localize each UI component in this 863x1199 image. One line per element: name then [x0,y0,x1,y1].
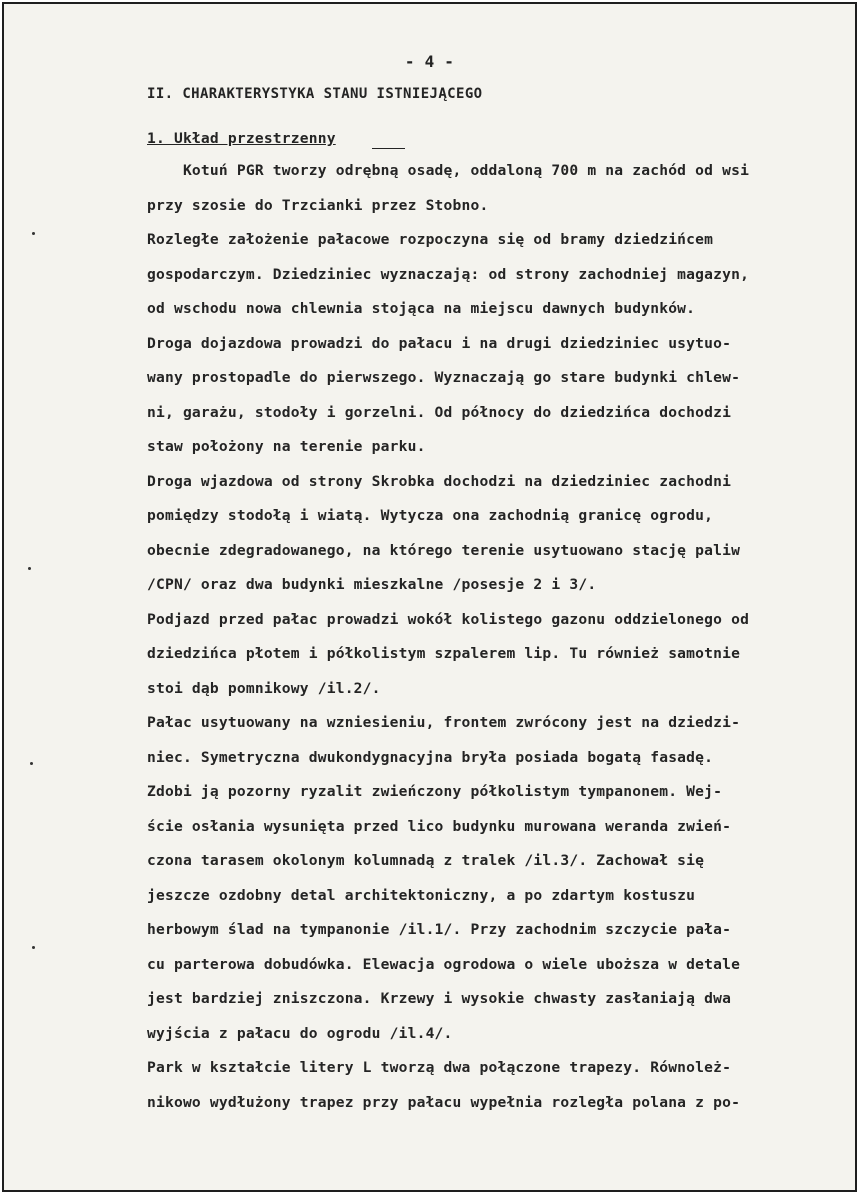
margin-mark [32,946,35,949]
subheading-underline [372,148,405,149]
text-line: ście osłania wysunięta przed lico budynku murowana weranda zwień- [147,817,732,835]
text-line: przy szosie do Trzcianki przez Stobno. [147,196,489,214]
text-line: Rozległe założenie pałacowe rozpoczyna się od bramy dziedzińcem [147,231,714,248]
document-page [2,2,857,1192]
text-line: wany prostopadle do pierwszego. Wyznaczają go stare budynki chlew- [147,369,741,386]
text-line: Park w kształcie litery L tworzą dwa połączone trapezy. Równoleż- [147,1059,732,1076]
text-line: Pałac usytuowany na wzniesieniu, frontem zwrócony jest na dziedzi- [147,714,741,731]
text-line: gospodarczym. Dziedziniec wyznaczają: od strony zachodniej magazyn, [147,265,750,283]
text-line: stoi dąb pomnikowy /il.2/. [147,679,381,697]
section-heading: II. CHARAKTERYSTYKA STANU ISTNIEJĄCEGO [147,86,483,102]
subheading: 1. Układ przestrzenny [147,130,336,147]
text-line: czona tarasem okolonym kolumnadą z tralek /il.3/. Zachował się [147,852,705,869]
margin-mark [28,567,31,570]
text-line: /CPN/ oraz dwa budynki mieszkalne /posesje 2 i 3/. [147,576,597,593]
text-line: staw położony na terenie parku. [147,438,426,455]
text-line: Podjazd przed pałac prowadzi wokół kolistego gazonu oddzielonego od [147,610,750,628]
text-line: ni, garażu, stodoły i gorzelni. Od północy do dziedzińca dochodzi [147,403,732,421]
text-line: jeszcze ozdobny detal architektoniczny, a po zdartym kostuszu [147,886,696,904]
text-line: dziedzińca płotem i półkolistym szpalerem lip. Tu również samotnie [147,645,741,662]
text-line: jest bardziej zniszczona. Krzewy i wysokie chwasty zasłaniają dwa [147,990,732,1007]
text-line: niec. Symetryczna dwukondygnacyjna bryła posiada bogatą fasadę. [147,748,714,766]
text-line: cu parterowa dobudówka. Elewacja ogrodowa o wiele uboższa w detale [147,955,741,973]
text-line: herbowym ślad na tympanonie /il.1/. Przy zachodnim szczycie pała- [147,921,732,938]
text-line: Zdobi ją pozorny ryzalit zwieńczony półkolistym tympanonem. Wej- [147,783,723,800]
text-line: Droga wjazdowa od strony Skrobka dochodzi na dziedziniec zachodni [147,472,732,490]
page-number: - 4 - [404,52,455,71]
text-line: Kotuń PGR tworzy odrębną osadę, oddaloną 700 m na zachód od wsi [147,162,750,179]
text-line: nikowo wydłużony trapez przy pałacu wypełnia rozległa polana z po- [147,1093,741,1111]
text-line: obecnie zdegradowanego, na którego terenie usytuowano stację paliw [147,541,741,559]
margin-mark [32,232,35,235]
text-line: Droga dojazdowa prowadzi do pałacu i na drugi dziedziniec usytuo- [147,334,732,352]
margin-mark [30,762,33,765]
text-line: wyjścia z pałacu do ogrodu /il.4/. [147,1024,453,1042]
text-line: pomiędzy stodołą i wiatą. Wytycza ona zachodnią granicę ogrodu, [147,507,714,524]
text-line: od wschodu nowa chlewnia stojąca na miejscu dawnych budynków. [147,300,696,317]
